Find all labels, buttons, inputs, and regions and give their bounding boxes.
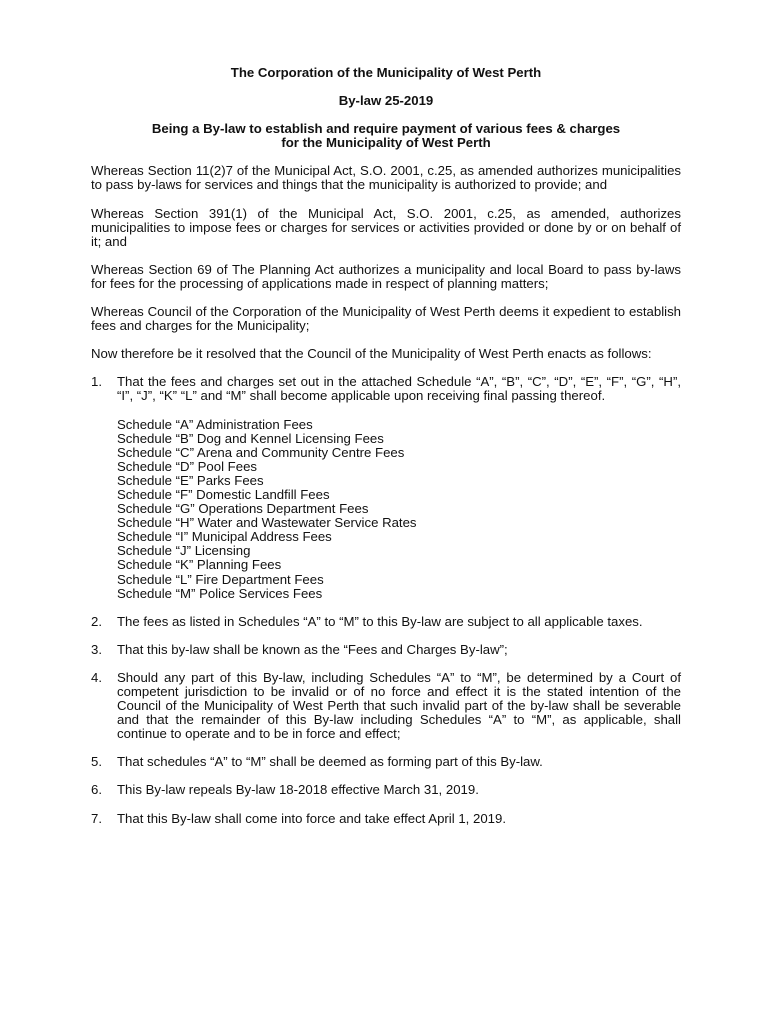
bylaw-document <box>91 66 681 840</box>
schedule-item: Schedule “M” Police Services Fees <box>117 585 323 601</box>
schedule-item: Schedule “D” Pool Fees <box>117 458 258 474</box>
section-number: 4. <box>91 669 102 685</box>
section-text: Should any part of this By-law, including Schedules “A” to “M”, be determined by a Court of competent jurisdiction to be invalid or of no force and effect it is the stated intention of the Council of the Municipality of West Perth that such invalid part of the by-law shall be severable and that the remainder of this By-law including Schedules “A” to “M”, as applicable, shall continue to operate and to be in force and effect; <box>117 669 681 742</box>
section-number: 7. <box>91 810 102 826</box>
section-text: That this By-law shall come into force and take effect April 1, 2019. <box>117 810 506 826</box>
whereas-clause-4: Whereas Council of the Corporation of the Municipality of West Perth deems it expedient to establish fees and charges for the Municipality; <box>91 304 681 334</box>
corporation-title: The Corporation of the Municipality of West Perth <box>230 65 542 80</box>
purpose-line-2: for the Municipality of West Perth <box>281 135 491 151</box>
bylaw-purpose <box>91 122 681 150</box>
schedule-item: Schedule “F” Domestic Landfill Fees <box>117 486 330 502</box>
schedule-item: Schedule “I” Municipal Address Fees <box>117 529 332 545</box>
section-number: 6. <box>91 782 102 798</box>
section-text: This By-law repeals By-law 18-2018 effective March 31, 2019. <box>117 782 479 798</box>
section-6 <box>91 783 681 797</box>
schedule-item: Schedule “H” Water and Wastewater Service Rates <box>117 515 417 531</box>
section-5 <box>91 755 681 769</box>
schedule-item: Schedule “A” Administration Fees <box>117 416 313 432</box>
whereas-clause-3: Whereas Section 69 of The Planning Act authorizes a municipality and local Board to pass by-laws for fees for the processing of applications made in respect of planning matters; <box>91 261 681 291</box>
schedule-item: Schedule “B” Dog and Kennel Licensing Fees <box>117 430 384 446</box>
enacting-clause: Now therefore be it resolved that the Council of the Municipality of West Perth enacts as follows: <box>91 346 652 362</box>
purpose-line-1: Being a By-law to establish and require payment of various fees & charges <box>151 121 621 137</box>
section-text: That the fees and charges set out in the attached Schedule “A”, “B”, “C”, “D”, “E”, “F”, “G”, “H”, “I”, “J”, “K” “L” and “M” shall become applicable upon receiving final passing thereof. <box>117 374 681 404</box>
section-text: That this by-law shall be known as the “Fees and Charges By-law”; <box>117 641 508 657</box>
whereas-clause-2: Whereas Section 391(1) of the Municipal Act, S.O. 2001, c.25, as amended, authorizes municipalities to impose fees or charges for services or activities provided or done by or on behalf of it; and <box>91 205 681 249</box>
section-number: 1. <box>91 374 102 390</box>
schedule-list <box>117 418 681 601</box>
section-2 <box>91 615 681 629</box>
schedule-item: Schedule “K” Planning Fees <box>117 557 282 573</box>
bylaw-number: By-law 25-2019 <box>338 93 434 109</box>
section-3 <box>91 643 681 657</box>
section-number: 2. <box>91 613 102 629</box>
section-text: That schedules “A” to “M” shall be deemed as forming part of this By-law. <box>117 754 543 770</box>
section-4 <box>91 671 681 741</box>
schedule-item: Schedule “L” Fire Department Fees <box>117 571 324 587</box>
schedule-item: Schedule “G” Operations Department Fees <box>117 501 369 517</box>
section-1 <box>91 375 681 403</box>
schedule-item: Schedule “E” Parks Fees <box>117 472 264 488</box>
section-number: 3. <box>91 641 102 657</box>
whereas-clause-1: Whereas Section 11(2)7 of the Municipal Act, S.O. 2001, c.25, as amended authorizes municipalities to pass by-laws for services and things that the municipality is authorized to provide; and <box>91 163 681 193</box>
section-number: 5. <box>91 754 102 770</box>
section-7 <box>91 812 681 826</box>
schedule-item: Schedule “J” Licensing <box>117 543 251 559</box>
schedule-item: Schedule “C” Arena and Community Centre Fees <box>117 444 405 460</box>
section-text: The fees as listed in Schedules “A” to “M” to this By-law are subject to all applicable taxes. <box>117 613 643 629</box>
